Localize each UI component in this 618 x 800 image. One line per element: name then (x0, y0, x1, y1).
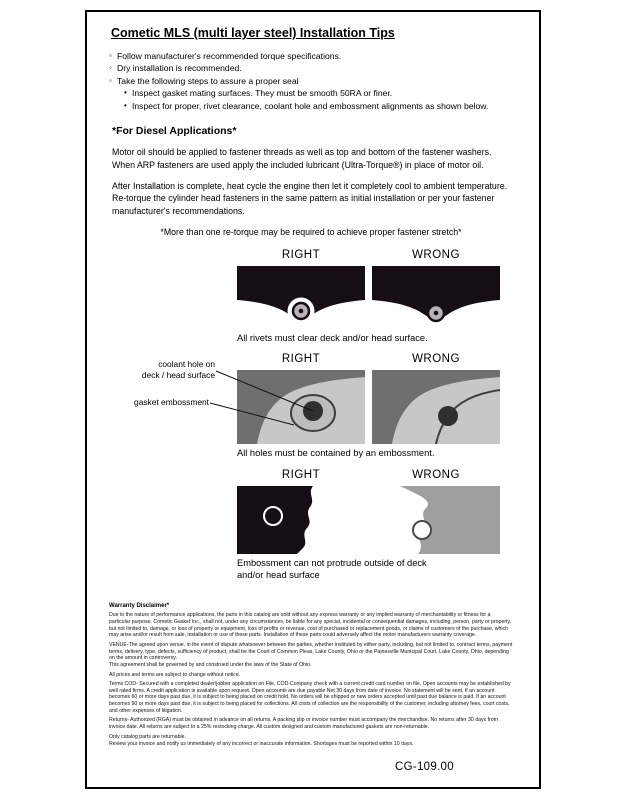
tip-text: Take the following steps to assure a proper seal (117, 75, 299, 86)
protrusion-right-image (237, 486, 365, 554)
annotation-text: coolant hole on (158, 359, 215, 370)
warranty-heading: Warranty Disclaimer* (109, 603, 170, 610)
wrong-label: WRONG (412, 353, 460, 366)
diagram-row-rivets (109, 249, 513, 345)
warranty-paragraph: Only catalog parts are returnable. (109, 733, 186, 740)
page-code: CG-109.00 (395, 761, 454, 773)
warranty-paragraph: VENUE-The agreed upon venue, in the event of dispute whatsoever between the parties, whether instituted by either party, including, but not limited to, contract terms, payment terms, delivery, type, defects, sufficiency of product, shall be the Court of Common Pleas, Lake County, Ohio or the Painesville Municipal Court, Lake County, Ohio, depending on the amount in controversy. (109, 641, 513, 662)
warranty-paragraph: Returns- Authorized (RGA) must be obtained in advance on all returns. A packing slip or invoice number must accompany the merchandise. No returns after 30 days from invoice date. All returns are subject to a 25% restocking charge. All custom designed and custom manufactured gaskets are non-returnable. (109, 717, 498, 731)
rivet-clearance-right-image (237, 266, 365, 329)
gasket-embossment-annotation: gasket embossment (134, 397, 209, 408)
diagram-labels (237, 249, 500, 262)
coolant-hole-annotation (128, 359, 215, 379)
tip-text: Inspect for proper, rivet clearance, coolant hole and embossment alignments as shown below. (132, 100, 489, 111)
diagram-section (109, 249, 513, 581)
caption-line: and/or head surface (237, 569, 320, 580)
diagram-row-holes (109, 353, 513, 460)
rivet-clearance-wrong-image (372, 266, 500, 329)
hole-embossment-right-panel (237, 370, 365, 444)
warranty-paragraph: Terms COD- Secured with a completed dealer/jobber application on File, COD-Company check with a current credit card number on file. Open accounts may be established by well rated firms. A credit application is available upon request. Open accounts are due payable Net 30 days from date of invoice. No statement will be sent. If an account becomes 60 or more days past due, it is subject to being placed on credit hold. No orders will be shipped or new orders accepted until past due balance is paid. If an account becomes 90 or more days past due, it is subject to being placed for collections. All costs of collection are the responsibility of the customer, including attorney fees, court costs, and other expenses of litigation. (109, 681, 511, 714)
diagram-labels (237, 469, 500, 482)
tip-text: Follow manufacturer's recommended torque specifications. (117, 51, 342, 61)
list-item (124, 100, 513, 112)
diesel-paragraph-2: After Installation is complete, heat cycle the engine then let it completely cool to ambient temperature. Re-torque the cylinder head fasteners in the same pattern as initial installation or per your fastener manufacturer's recommendations. (112, 180, 508, 216)
protrusion-wrong-image (372, 486, 500, 554)
protrusion-right-panel (237, 486, 365, 554)
protrusion-caption (237, 558, 513, 581)
retorque-note: *More than one re-torque may be required to achieve proper fastener stretch* (160, 226, 462, 237)
warranty-paragraph: Review your invoice and notify us immediately of any incorrect or inaccurate information. Shortages must be reported within 10 days. (109, 741, 414, 748)
filled-bullet-icon: • (124, 100, 127, 110)
rivet-clearance-right-panel (237, 266, 365, 329)
page-title: Cometic MLS (multi layer steel) Installation Tips (111, 26, 395, 40)
page-content (87, 12, 539, 787)
wrong-label: WRONG (412, 469, 460, 482)
warranty-disclaimer-section (109, 603, 513, 748)
open-bullet-icon: ◦ (109, 63, 112, 73)
open-bullet-icon: ◦ (109, 75, 112, 85)
diesel-paragraph-1: Motor oil should be applied to fastener threads as well as top and bottom of the fastener washers. When ARP fasteners are used apply the included lubricant (Ultra-Torque®) in place of motor oil. (112, 147, 492, 170)
list-item (124, 87, 513, 99)
list-item (109, 62, 513, 74)
list-item (109, 50, 513, 62)
tip-text: Inspect gasket mating surfaces. They must be smooth 50RA or finer. (132, 88, 393, 99)
list-item (109, 75, 513, 87)
diagram-images (237, 370, 513, 444)
open-bullet-icon: ◦ (109, 51, 112, 60)
diagram-row-protrusion (109, 469, 513, 581)
rivet-clearance-wrong-panel (372, 266, 500, 329)
protrusion-wrong-panel (372, 486, 500, 554)
hole-embossment-wrong-panel (372, 370, 500, 444)
diesel-applications-heading: *For Diesel Applications* (112, 125, 237, 138)
caption-line: Embossment can not protrude outside of deck (237, 558, 427, 569)
right-label: RIGHT (281, 248, 321, 261)
warranty-paragraph: This agreement shall be governed by and construed under the laws of the State of Ohio. (109, 661, 312, 668)
right-label: RIGHT (281, 353, 321, 366)
annotation-text: deck / head surface (141, 369, 215, 380)
diagram-labels (237, 353, 500, 366)
rivet-caption: All rivets must clear deck and/or head surface. (237, 332, 428, 343)
tip-text: Dry installation is recommended. (117, 63, 242, 74)
right-label: RIGHT (281, 469, 321, 482)
warranty-paragraph: Due to the nature of performance applications, the parts in this catalog are sold without any express warranty or any implied warranty of merchantability or fitness for a particular purpose. Cometic Gasket Inc., shall not, under any circumstances, be liable for any special, incidental or consequential damages, including, person, party or property, but not limited to, damage, or loss of property or equipment, loss of profits or revenue, cost of purchased or replacement goods, or claims of customers of the purchase, which may arise and/or result from sale, installation or use of these parts. Installation of these parts could adversely affect the motor manufacturers warranty coverage. (109, 612, 512, 639)
wrong-label: WRONG (412, 248, 460, 261)
filled-bullet-icon: • (124, 88, 127, 98)
page-border-frame (85, 10, 541, 789)
installation-tips-list (109, 50, 513, 112)
hole-embossment-wrong-image (372, 370, 500, 444)
hole-embossment-right-image (237, 370, 365, 444)
warranty-paragraph: All prices and terms are subject to change without notice. (109, 671, 241, 678)
holes-caption: All holes must be contained by an embossment. (237, 448, 435, 459)
diagram-images (237, 266, 513, 329)
diagram-images (237, 486, 513, 554)
